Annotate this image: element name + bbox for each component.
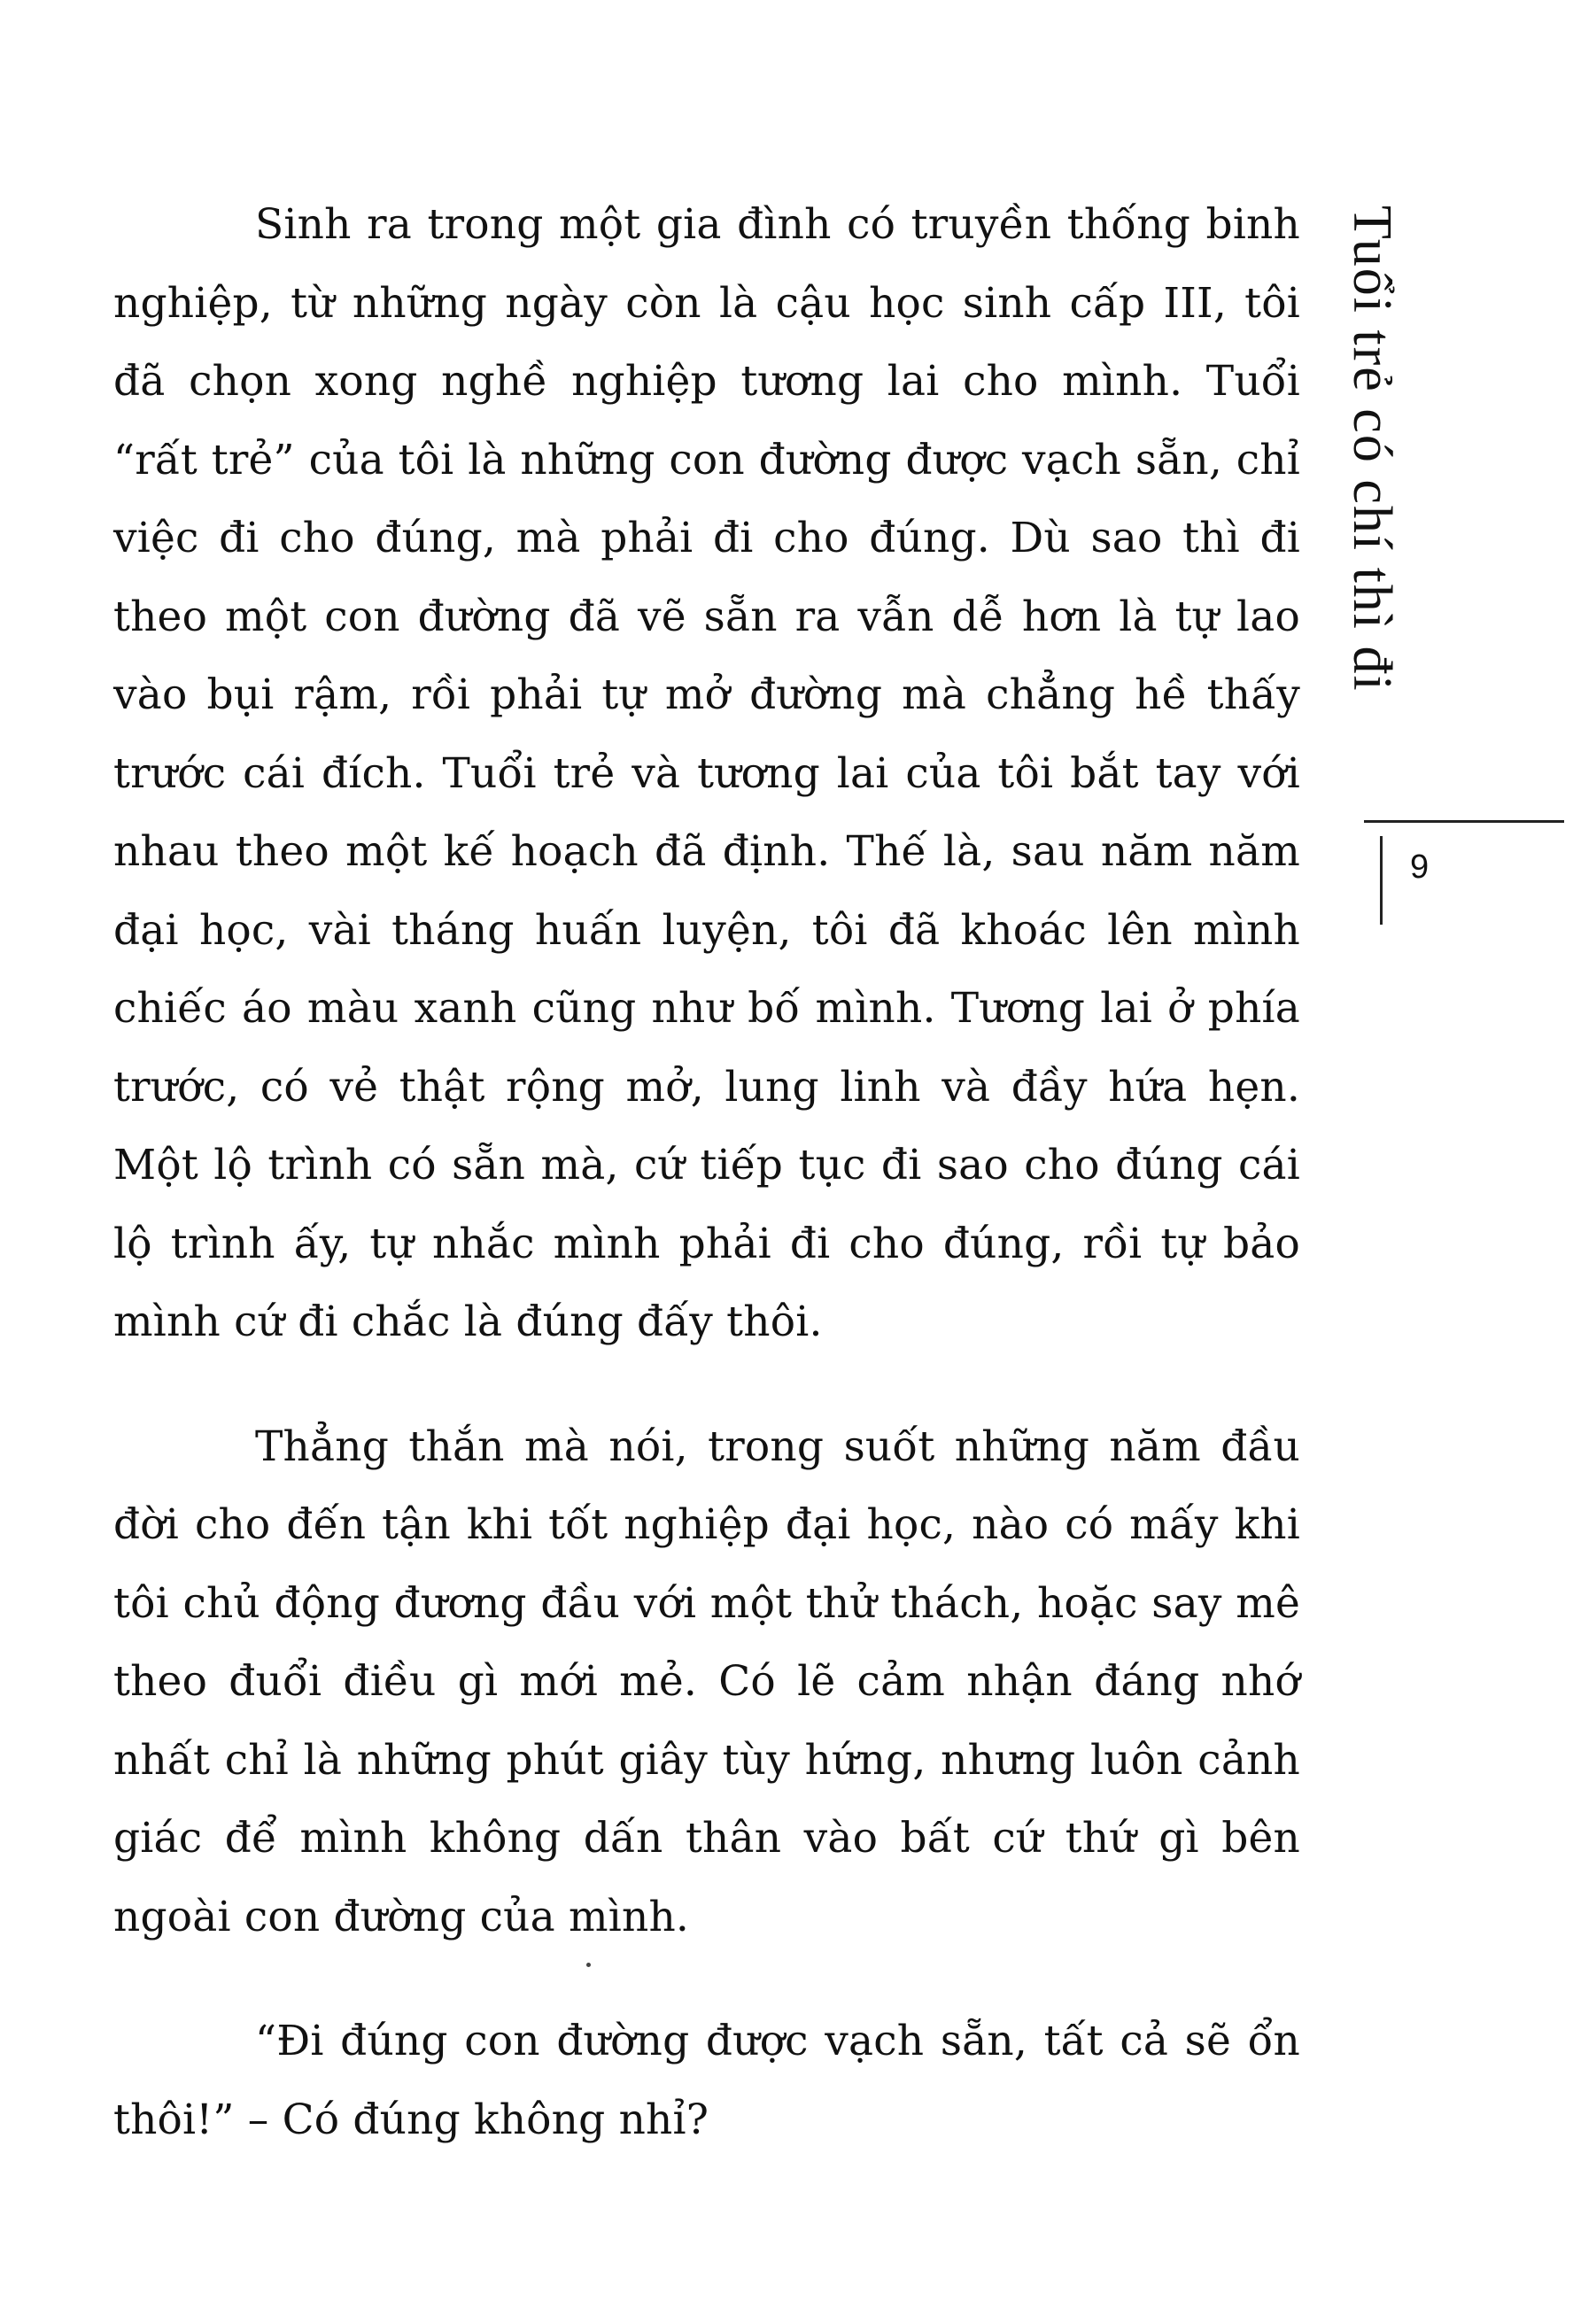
body-text [113,186,1300,2159]
page-number-rule-horizontal [1364,820,1564,823]
print-speck [586,1963,591,1967]
running-title [1342,205,1444,755]
page-number-rule-vertical [1380,836,1383,925]
paragraph-2: Thẳng thắn mà nói, trong suốt những năm đầu đời cho đến tận khi tốt nghiệp đại học, nào có mấy khi tôi chủ động đương đầu với một thử thách, hoặc say mê theo đuổi điều gì mới mẻ. Có lẽ cảm nhận đáng nhớ nhất chỉ là những phút giây tùy hứng, nhưng luôn cảnh giác để mình không dấn thân vào bất cứ thứ gì bên ngoài con đường của mình. [113,1422,1300,1941]
paragraph-1: Sinh ra trong một gia đình có truyền thống binh nghiệp, từ những ngày còn là cậu học sinh cấp III, tôi đã chọn xong nghề nghiệp tương lai cho mình. Tuổi “rất trẻ” của tôi là những con đường được vạch sẵn, chỉ việc đi cho đúng, mà phải đi cho đúng. Dù sao thì đi theo một con đường đã vẽ sẵn ra vẫn dễ hơn là tự lao vào bụi rậm, rồi phải tự mở đường mà chẳng hề thấy trước cái đích. Tuổi trẻ và tương lai của tôi bắt tay với nhau theo một kế hoạch đã định. Thế là, sau năm năm đại học, vài tháng huấn luyện, tôi đã khoác lên mình chiếc áo màu xanh cũng như bố mình. Tương lai ở phía trước, có vẻ thật rộng mở, lung linh và đầy hứa hẹn. Một lộ trình có sẵn mà, cứ tiếp tục đi sao cho đúng cái lộ trình ấy, tự nhắc mình phải đi cho đúng, rồi tự bảo mình cứ đi chắc là đúng đấy thôi. [113,200,1300,1346]
running-title-text: Tuổi trẻ có chí thì đi [1342,205,1402,693]
page-number: 9 [1410,848,1430,886]
paragraph-3: “Đi đúng con đường được vạch sẵn, tất cả sẽ ổn thôi!” – Có đúng không nhỉ? [113,2017,1300,2144]
